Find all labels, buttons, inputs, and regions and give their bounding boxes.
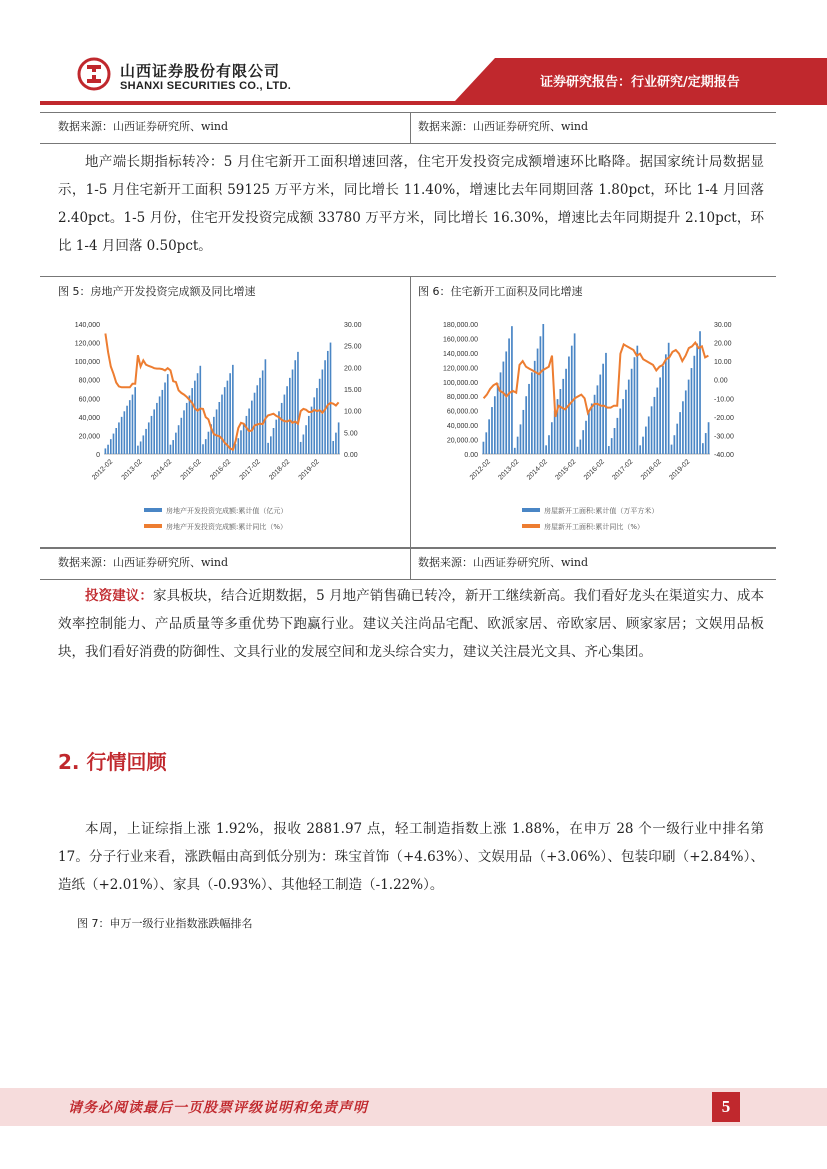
bar-mark — [332, 441, 334, 454]
bar-mark — [705, 433, 707, 454]
bar-mark — [251, 401, 253, 454]
bar-mark — [178, 425, 180, 454]
bar-mark — [614, 428, 616, 454]
left-axis-tick-label: 80,000.00 — [446, 394, 478, 402]
source-left: 数据来源：山西证券研究所、wind — [58, 120, 229, 133]
bar-mark — [628, 380, 630, 454]
bar-mark — [514, 448, 516, 454]
left-axis-tick-label: 100,000 — [74, 359, 100, 367]
bar-mark — [240, 430, 242, 454]
bar-mark — [191, 388, 193, 454]
bar-mark — [180, 418, 182, 454]
x-tick-label: 2018-02 — [639, 458, 663, 482]
bar-mark — [256, 385, 258, 454]
source-left: 数据来源：山西证券研究所、wind — [58, 556, 229, 569]
bar-mark — [319, 379, 321, 454]
bar-mark — [651, 406, 653, 454]
bar-mark — [162, 390, 164, 454]
bar-mark — [167, 374, 169, 454]
bar-mark — [685, 390, 687, 454]
bar-mark — [634, 357, 636, 454]
left-axis-tick-label: 140,000.00 — [442, 350, 478, 358]
bar-mark — [597, 385, 599, 454]
bar-mark — [313, 397, 315, 454]
right-axis-tick-label: 5.00 — [344, 430, 358, 438]
bar-mark — [338, 422, 340, 454]
bar-mark — [682, 401, 684, 454]
bar-mark — [696, 344, 698, 455]
page-number: 5 — [712, 1092, 740, 1122]
bar-mark — [548, 435, 550, 454]
bar-mark — [134, 387, 136, 454]
x-tick-label: 2015-02 — [179, 458, 203, 482]
bar-mark — [151, 416, 153, 454]
bar-mark — [227, 381, 229, 454]
bar-mark — [671, 445, 673, 454]
bar-mark — [537, 349, 539, 454]
bar-mark — [625, 390, 627, 454]
left-axis-tick-label: 60,000.00 — [446, 408, 478, 416]
series-line — [484, 343, 709, 417]
left-axis-tick-label: 20,000 — [78, 433, 100, 441]
left-axis-tick-label: 180,000.00 — [442, 322, 478, 329]
bar-mark — [605, 353, 607, 454]
bar-mark — [659, 377, 661, 454]
footer-disclaimer: 请务必阅读最后一页股票评级说明和免责声明 — [68, 1100, 368, 1116]
bar-mark — [221, 395, 223, 454]
bar-mark — [246, 416, 248, 454]
bar-mark — [579, 440, 581, 454]
bar-mark — [619, 409, 621, 455]
bar-mark — [300, 442, 302, 454]
bar-mark — [591, 403, 593, 454]
bar-mark — [488, 419, 490, 454]
figures-row — [40, 276, 776, 548]
bar-mark — [693, 356, 695, 454]
bar-mark — [164, 383, 166, 455]
bar-mark — [522, 410, 524, 454]
x-tick-label: 2013-02 — [120, 458, 144, 482]
bar-mark — [275, 420, 277, 454]
bar-mark — [140, 441, 142, 454]
bar-mark — [262, 370, 264, 454]
bar-mark — [267, 443, 269, 454]
x-tick-label: 2012-02 — [468, 458, 492, 482]
bar-mark — [679, 412, 681, 454]
bar-mark — [542, 324, 544, 454]
investment-label: 投资建议： — [85, 588, 153, 604]
bar-mark — [599, 375, 601, 454]
bar-mark — [105, 448, 107, 454]
bar-mark — [582, 430, 584, 454]
right-axis-tick-label: 0.00 — [714, 377, 728, 385]
bar-mark — [483, 442, 485, 454]
bar-mark — [126, 406, 128, 454]
legend-swatch-line — [144, 524, 162, 528]
x-tick-label: 2017-02 — [611, 458, 635, 482]
x-tick-label: 2014-02 — [150, 458, 174, 482]
bar-mark — [229, 373, 231, 454]
bar-mark — [508, 338, 510, 454]
bar-mark — [540, 336, 542, 454]
bar-mark — [699, 331, 701, 454]
x-tick-label: 2017-02 — [238, 458, 262, 482]
legend-swatch-line — [522, 524, 540, 528]
bar-mark — [565, 369, 567, 454]
report-type: 证券研究报告：行业研究/定期报告 — [540, 75, 740, 90]
x-tick-label: 2014-02 — [525, 458, 549, 482]
x-tick-label: 2013-02 — [497, 458, 521, 482]
right-axis-tick-label: -20.00 — [714, 414, 734, 422]
bar-mark — [281, 403, 283, 454]
bar-mark — [491, 407, 493, 454]
bar-mark — [308, 416, 310, 454]
bar-mark — [197, 373, 199, 454]
right-axis-tick-label: 15.00 — [344, 387, 362, 394]
bar-mark — [517, 437, 519, 454]
bar-mark — [316, 388, 318, 454]
source-divider — [410, 113, 411, 143]
bar-mark — [691, 368, 693, 454]
x-tick-label: 2016-02 — [582, 458, 606, 482]
bar-mark — [534, 361, 536, 454]
bar-mark — [631, 369, 633, 454]
bar-mark — [617, 418, 619, 454]
bar-mark — [294, 360, 296, 454]
bar-mark — [531, 372, 533, 454]
bar-mark — [545, 445, 547, 454]
company-name-cn: 山西证券股份有限公司 — [120, 62, 281, 80]
bar-mark — [303, 435, 305, 455]
bar-mark — [259, 378, 261, 454]
right-axis-tick-label: 30.00 — [344, 322, 362, 329]
legend-swatch-bar — [144, 508, 162, 512]
bar-mark — [500, 372, 502, 454]
x-tick-label: 2018-02 — [268, 458, 292, 482]
bar-mark — [124, 411, 126, 454]
bar-mark — [292, 370, 294, 455]
right-axis-tick-label: 0.00 — [344, 452, 358, 459]
bar-mark — [645, 427, 647, 454]
bar-mark — [494, 396, 496, 454]
bar-mark — [335, 433, 337, 454]
bar-mark — [560, 389, 562, 454]
bar-mark — [273, 428, 275, 454]
bar-mark — [330, 343, 332, 454]
left-axis-tick-label: 20,000.00 — [446, 437, 478, 445]
left-axis-tick-label: 120,000.00 — [442, 365, 478, 373]
right-axis-tick-label: 25.00 — [344, 343, 362, 351]
left-axis-tick-label: 40,000 — [78, 414, 100, 422]
bar-mark — [520, 424, 522, 454]
bar-mark — [305, 425, 307, 454]
bar-mark — [654, 397, 656, 454]
bar-mark — [107, 445, 109, 454]
right-axis-tick-label: -30.00 — [714, 433, 734, 441]
bar-mark — [577, 447, 579, 454]
bar-mark — [636, 346, 638, 454]
right-axis-tick-label: 20.00 — [714, 340, 732, 348]
bar-mark — [525, 396, 527, 454]
bar-mark — [327, 351, 329, 454]
fig6-title: 图 6：住宅新开工面积及同比增速 — [418, 285, 583, 298]
bar-mark — [237, 438, 239, 454]
bar-mark — [485, 432, 487, 454]
bar-mark — [708, 422, 710, 454]
source-right: 数据来源：山西证券研究所、wind — [418, 556, 589, 569]
bar-mark — [528, 384, 530, 454]
bar-mark — [588, 412, 590, 454]
bar-mark — [218, 402, 220, 454]
paragraph-investment — [58, 582, 764, 666]
bar-mark — [175, 433, 177, 454]
left-axis-tick-label: 0 — [96, 452, 100, 459]
bar-mark — [656, 388, 658, 454]
legend-label-bar: 房屋新开工面积:累计值（万平方米） — [544, 507, 659, 515]
bar-mark — [622, 399, 624, 454]
bar-mark — [505, 351, 507, 454]
source-row-mid — [40, 548, 776, 580]
bar-mark — [289, 378, 291, 454]
bar-mark — [153, 409, 155, 454]
left-axis-tick-label: 120,000 — [74, 340, 100, 348]
bar-mark — [183, 410, 185, 454]
bar-mark — [311, 407, 313, 454]
bar-mark — [674, 435, 676, 454]
bar-mark — [202, 444, 204, 454]
legend-label-line: 房屋新开工面积:累计同比（%） — [544, 523, 645, 531]
left-axis-tick-label: 100,000.00 — [442, 379, 478, 387]
bar-mark — [286, 386, 288, 454]
figure-divider — [410, 277, 411, 547]
bar-mark — [551, 422, 553, 454]
bar-mark — [265, 359, 267, 454]
bar-mark — [608, 446, 610, 454]
bar-mark — [159, 396, 161, 454]
bar-mark — [270, 436, 272, 454]
bar-mark — [129, 400, 131, 454]
legend-swatch-bar — [522, 508, 540, 512]
bar-mark — [639, 445, 641, 454]
legend-label-line: 房地产开发投资完成额:累计同比（%） — [166, 523, 288, 531]
bar-mark — [148, 422, 150, 454]
bar-mark — [194, 381, 196, 454]
bar-mark — [611, 438, 613, 454]
right-axis-tick-label: -10.00 — [714, 396, 734, 404]
bar-mark — [503, 362, 505, 454]
bar-mark — [121, 417, 123, 454]
bar-mark — [602, 364, 604, 454]
legend-label-bar: 房地产开发投资完成额:累计值（亿元） — [166, 507, 288, 515]
bar-mark — [205, 439, 207, 454]
company-name-en: SHANXI SECURITIES CO., LTD. — [120, 80, 292, 92]
paragraph-market-review: 本周，上证综指上涨 1.92%，报收 2881.97 点，轻工制造指数上涨 1.88%，在申万 28 个一级行业中排名第 17。分子行业来看，涨跌幅由高到低分别为：珠宝首饰（+4.63%）、文娱用品（+3.06%）、包装印刷（+2.84%）、造纸（+2.01%）、家具（-0.93%）、其他轻工制造（-1.22%）。 — [58, 821, 764, 893]
bar-mark — [585, 421, 587, 454]
bar-mark — [243, 423, 245, 454]
bar-mark — [115, 428, 117, 454]
bar-mark — [648, 416, 650, 454]
bar-mark — [665, 354, 667, 454]
page-header — [0, 0, 827, 106]
section-title: 2. 行情回顾 — [58, 750, 167, 774]
header-divider — [40, 101, 827, 105]
bar-mark — [662, 366, 664, 454]
left-axis-tick-label: 0.00 — [464, 452, 478, 459]
bar-mark — [642, 437, 644, 454]
right-axis-tick-label: 20.00 — [344, 365, 362, 373]
bar-mark — [110, 439, 112, 454]
x-tick-label: 2016-02 — [209, 458, 233, 482]
bar-mark — [143, 435, 145, 454]
bar-mark — [554, 411, 556, 454]
bar-mark — [186, 403, 188, 454]
bar-mark — [668, 343, 670, 454]
bar-mark — [574, 333, 576, 454]
chart-fig6 — [414, 313, 776, 545]
bar-mark — [562, 379, 564, 454]
right-axis-tick-label: 30.00 — [714, 322, 732, 329]
bar-mark — [232, 365, 234, 454]
bar-mark — [170, 445, 172, 454]
bar-mark — [208, 432, 210, 454]
paragraph-property-indicators: 地产端长期指标转冷：5 月住宅新开工面积增速回落，住宅开发投资完成额增速环比略降。据国家统计局数据显示，1-5 月住宅新开工面积 59125 万平方米，同比增长 11.40%，增速比去年同期回落 1.80pct，环比 1-4 月回落 2.40pct。1-5 月份，住宅开发投资完成额 33780 万平方米，同比增长 16.30%，增速比去年同期提升 2.10pct，环比 1-4 月回落 0.50pct。 — [58, 154, 764, 254]
x-tick-label: 2019-02 — [668, 458, 692, 482]
bar-mark — [113, 434, 115, 454]
left-axis-tick-label: 80,000 — [78, 377, 100, 385]
bar-mark — [189, 396, 191, 455]
bar-mark — [118, 422, 120, 454]
chart-fig5 — [44, 313, 406, 545]
left-axis-tick-label: 140,000 — [74, 322, 100, 329]
bar-mark — [497, 383, 499, 454]
x-tick-label: 2012-02 — [91, 458, 115, 482]
bar-mark — [132, 395, 134, 454]
left-axis-tick-label: 60,000 — [78, 396, 100, 404]
bar-mark — [145, 429, 147, 454]
bar-mark — [156, 403, 158, 454]
bar-mark — [172, 440, 174, 454]
fig7-title: 图 7：申万一级行业指数涨跌幅排名 — [77, 917, 253, 930]
bar-mark — [216, 409, 218, 454]
x-tick-label: 2015-02 — [554, 458, 578, 482]
bar-mark — [284, 395, 286, 454]
left-axis-tick-label: 160,000.00 — [442, 336, 478, 344]
right-axis-tick-label: -40.00 — [714, 452, 734, 459]
investment-text: 家具板块，结合近期数据，5 月地产销售确已转冷，新开工继续新高。我们看好龙头在渠道实力、成本效率控制能力、产品质量等多重优势下跑赢行业。建议关注尚品宅配、欧派家居、帝欧家居、顾家家居；文娱用品板块，我们看好消费的防御性、文具行业的发展空间和龙头综合实力，建议关注晨光文具、齐心集团。 — [58, 588, 765, 660]
bar-mark — [254, 393, 256, 454]
left-axis-tick-label: 40,000.00 — [446, 423, 478, 431]
company-logo-icon — [77, 57, 111, 91]
x-tick-label: 2019-02 — [297, 458, 321, 482]
right-axis-tick-label: 10.00 — [344, 408, 362, 416]
bar-mark — [297, 352, 299, 454]
bar-mark — [702, 443, 704, 454]
bar-mark — [137, 446, 139, 454]
source-right: 数据来源：山西证券研究所、wind — [418, 120, 589, 133]
source-divider — [410, 549, 411, 579]
source-row-top — [40, 112, 776, 144]
bar-mark — [688, 380, 690, 454]
fig5-title: 图 5：房地产开发投资完成额及同比增速 — [58, 285, 256, 298]
right-axis-tick-label: 10.00 — [714, 359, 732, 367]
bar-mark — [676, 424, 678, 454]
